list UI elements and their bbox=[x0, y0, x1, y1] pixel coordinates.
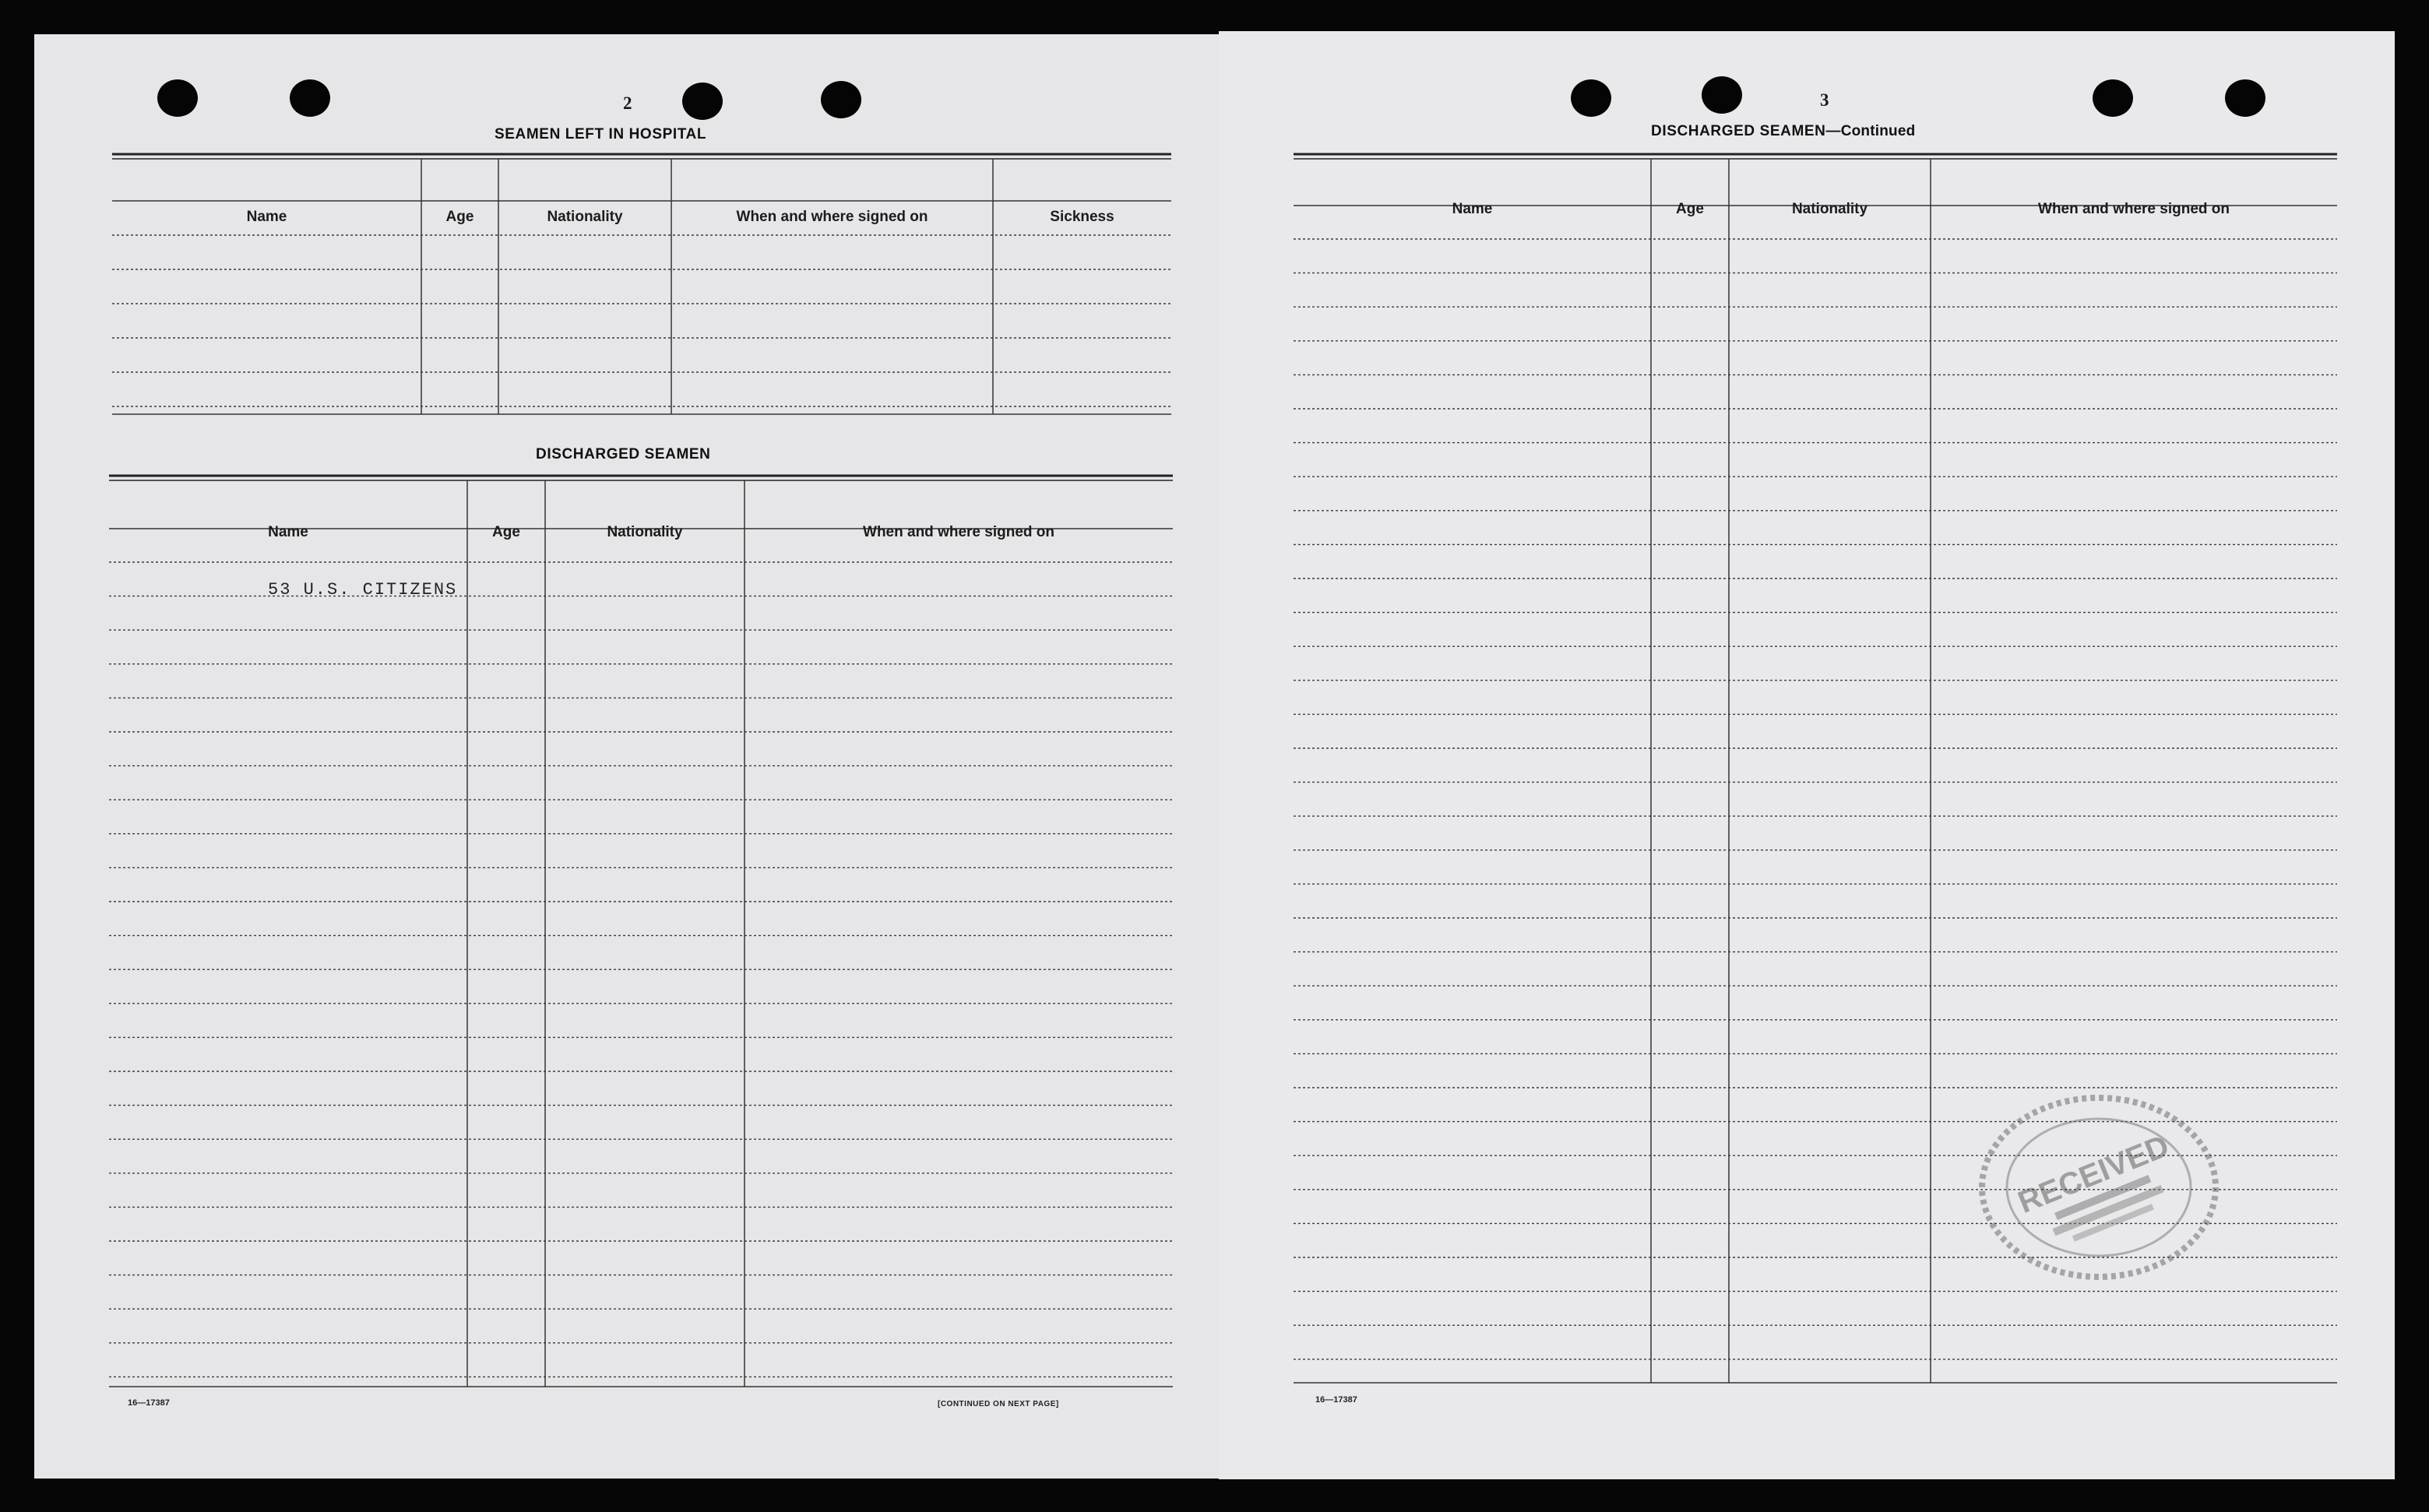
col-header-sickness: Sickness bbox=[1050, 209, 1114, 225]
col-header-nationality: Nationality bbox=[607, 524, 683, 540]
punch-hole bbox=[1571, 79, 1611, 117]
punch-hole bbox=[821, 81, 861, 118]
left-page bbox=[34, 34, 1222, 1479]
col-header-name: Name bbox=[1452, 201, 1493, 217]
punch-hole bbox=[157, 79, 198, 117]
col-header-nationality: Nationality bbox=[1791, 201, 1868, 217]
hospital-table-lines bbox=[112, 153, 1171, 464]
punch-hole bbox=[2225, 79, 2265, 117]
hospital-section-title: SEAMEN LEFT IN HOSPITAL bbox=[495, 126, 707, 142]
col-header-signed-on: When and where signed on bbox=[2038, 201, 2230, 217]
page-number: 3 bbox=[1820, 90, 1829, 110]
form-number: 16—17387 bbox=[128, 1398, 170, 1408]
hospital-table bbox=[112, 153, 1171, 464]
stamp-text: RECEIVED bbox=[2013, 1128, 2174, 1221]
discharged-table-lines bbox=[109, 474, 1173, 1432]
discharged-continued-title bbox=[1651, 123, 1915, 140]
discharged-section-title: DISCHARGED SEAMEN bbox=[536, 446, 711, 462]
col-header-signed-on: When and where signed on bbox=[736, 209, 928, 225]
col-header-age: Age bbox=[445, 209, 474, 225]
page-number: 2 bbox=[623, 93, 632, 113]
col-header-age: Age bbox=[1676, 201, 1704, 217]
form-number: 16—17387 bbox=[1315, 1395, 1357, 1405]
col-header-nationality: Nationality bbox=[547, 209, 623, 225]
title-suffix: —Continued bbox=[1825, 123, 1916, 139]
received-stamp bbox=[1974, 1090, 2223, 1285]
continued-note: [CONTINUED ON NEXT PAGE] bbox=[938, 1400, 1059, 1408]
punch-hole bbox=[2093, 79, 2133, 117]
discharged-table bbox=[109, 474, 1173, 1432]
punch-hole bbox=[1702, 76, 1742, 114]
col-header-age: Age bbox=[492, 524, 520, 540]
punch-hole bbox=[290, 79, 330, 117]
col-header-name: Name bbox=[246, 209, 287, 225]
title-main: DISCHARGED SEAMEN bbox=[1651, 123, 1826, 139]
col-header-signed-on: When and where signed on bbox=[863, 524, 1054, 540]
right-page bbox=[1219, 31, 2395, 1479]
col-header-name: Name bbox=[268, 524, 308, 540]
punch-hole bbox=[682, 83, 723, 120]
typed-entry: 53 U.S. CITIZENS bbox=[268, 580, 458, 600]
